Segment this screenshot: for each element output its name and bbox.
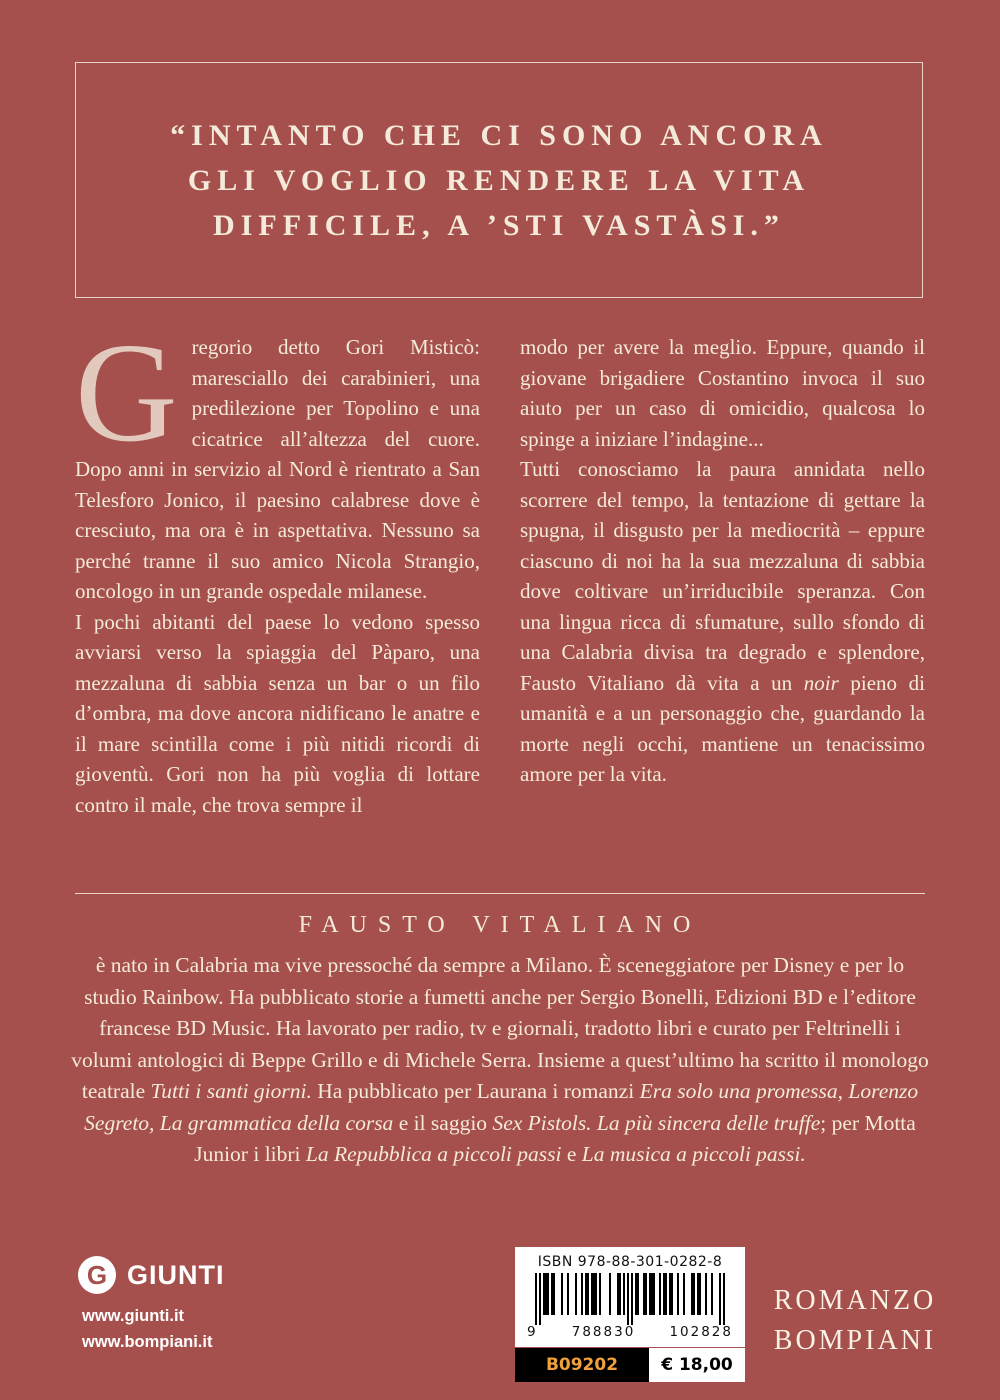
quote-line-3: DIFFICILE, A ’STI VASTÀSI.” [213,208,785,242]
website-giunti: www.giunti.it [82,1307,185,1325]
product-code: B09202 [545,1355,619,1375]
isbn-label: ISBN 978-88-301-0282-8 [537,1254,723,1270]
imprint [765,1281,945,1361]
price-strip [515,1348,745,1382]
author-name: FAUSTO VITALIANO [298,912,702,938]
quote-text [170,113,828,248]
quote-box [75,62,923,298]
giunti-logo [78,1256,225,1294]
synopsis [75,313,925,820]
website-bompiani: www.bompiani.it [82,1333,213,1351]
synopsis-left-column [75,313,480,820]
quote-line-1: “INTANTO CHE CI SONO ANCORA [170,118,828,152]
quote-line-2: GLI VOGLIO RENDERE LA VITA [187,163,811,197]
imprint-bompiani: BOMPIANI [773,1325,937,1356]
synopsis-right-column [520,332,925,820]
paragraph-text: regorio detto Gori Misticò: maresciallo dei carabinieri, una predilezione per Topolino e una cicatrice all’altezza del cuore. Dopo anni in servizio al Nord è rientrato a San Telesforo Jonico, il paesino calabrese dove è cresciuto, ma ora è in aspettativa. Nessuno sa perché tranne il suo amico Nicola Strangio, oncologo in un grande ospedale milanese. [75,335,480,603]
giunti-logo-icon: G [78,1256,116,1294]
synopsis-paragraph-2: I pochi abitanti del paese lo vedono spesso avviarsi verso la spiaggia del Pàparo, una mezzaluna di sabbia senza un bar o un filo d’ombra, ma dove ancora nidificano le anatre e il mare scintilla come i più nitidi ricordi di gioventù. Gori non ha più voglia di lottare contro il male, che trova sempre il [75,609,480,817]
barcode-panel [515,1247,745,1347]
barcode-digit-group-3: 102828 [669,1324,733,1340]
price: € 18,00 [649,1348,745,1382]
divider-rule [75,893,925,894]
barcode-digit-group-2: 788830 [571,1324,636,1340]
synopsis-paragraph-4: Tutti conosciamo la paura annidata nello scorrere del tempo, la tentazione di gettare la spugna, il disgusto per la mediocrità – eppure ciascuno di noi ha la sua mezzaluna di sabbia dove coltivare un’irriducibile speranza. Con una lingua ricca di sfumature, sullo sfondo di una Calabria divisa tra degrado e splendore, Fausto Vitaliano dà vita a un noir pieno di umanità e a un personaggio che, guardando la morte negli occhi, mantiene un tenacissimo amore per la vita. [520,457,925,786]
barcode-digit-group-1: 9 [527,1324,538,1340]
giunti-wordmark: GIUNTI [127,1259,225,1290]
synopsis-paragraph-3: modo per avere la meglio. Eppure, quando il giovane brigadiere Costantino invoca il suo aiuto per un caso di omicidio, qualcosa lo spinge a iniziare l’indagine... [520,335,925,451]
author-bio: è nato in Calabria ma vive pressoché da sempre a Milano. È sceneggiatore per Disney e per lo studio Rainbow. Ha pubblicato storie a fumetti anche per Sergio Bonelli, Edizioni BD e l’editore francese BD Music. Ha lavorato per radio, tv e giornali, tradotto libri e curato per Feltrinelli i volumi antologici di Beppe Grillo e di Michele Serra. Insieme a quest’ultimo ha scritto il monologo teatrale Tutti i santi giorni. Ha pubblicato per Laurana i romanzi Era solo una promessa, Lorenzo Segreto, La grammatica della corsa e il saggio Sex Pistols. La più sincera delle truffe; per Motta Junior i libri La Repubblica a piccoli passi e La musica a piccoli passi. [71,953,929,1166]
imprint-romanzo: ROMANZO [773,1285,937,1316]
barcode-digits [527,1324,733,1340]
drop-cap: G [75,313,178,471]
synopsis-paragraph-1 [75,313,480,607]
barcode-bars-icon [535,1273,725,1325]
publisher-websites [82,1303,212,1355]
